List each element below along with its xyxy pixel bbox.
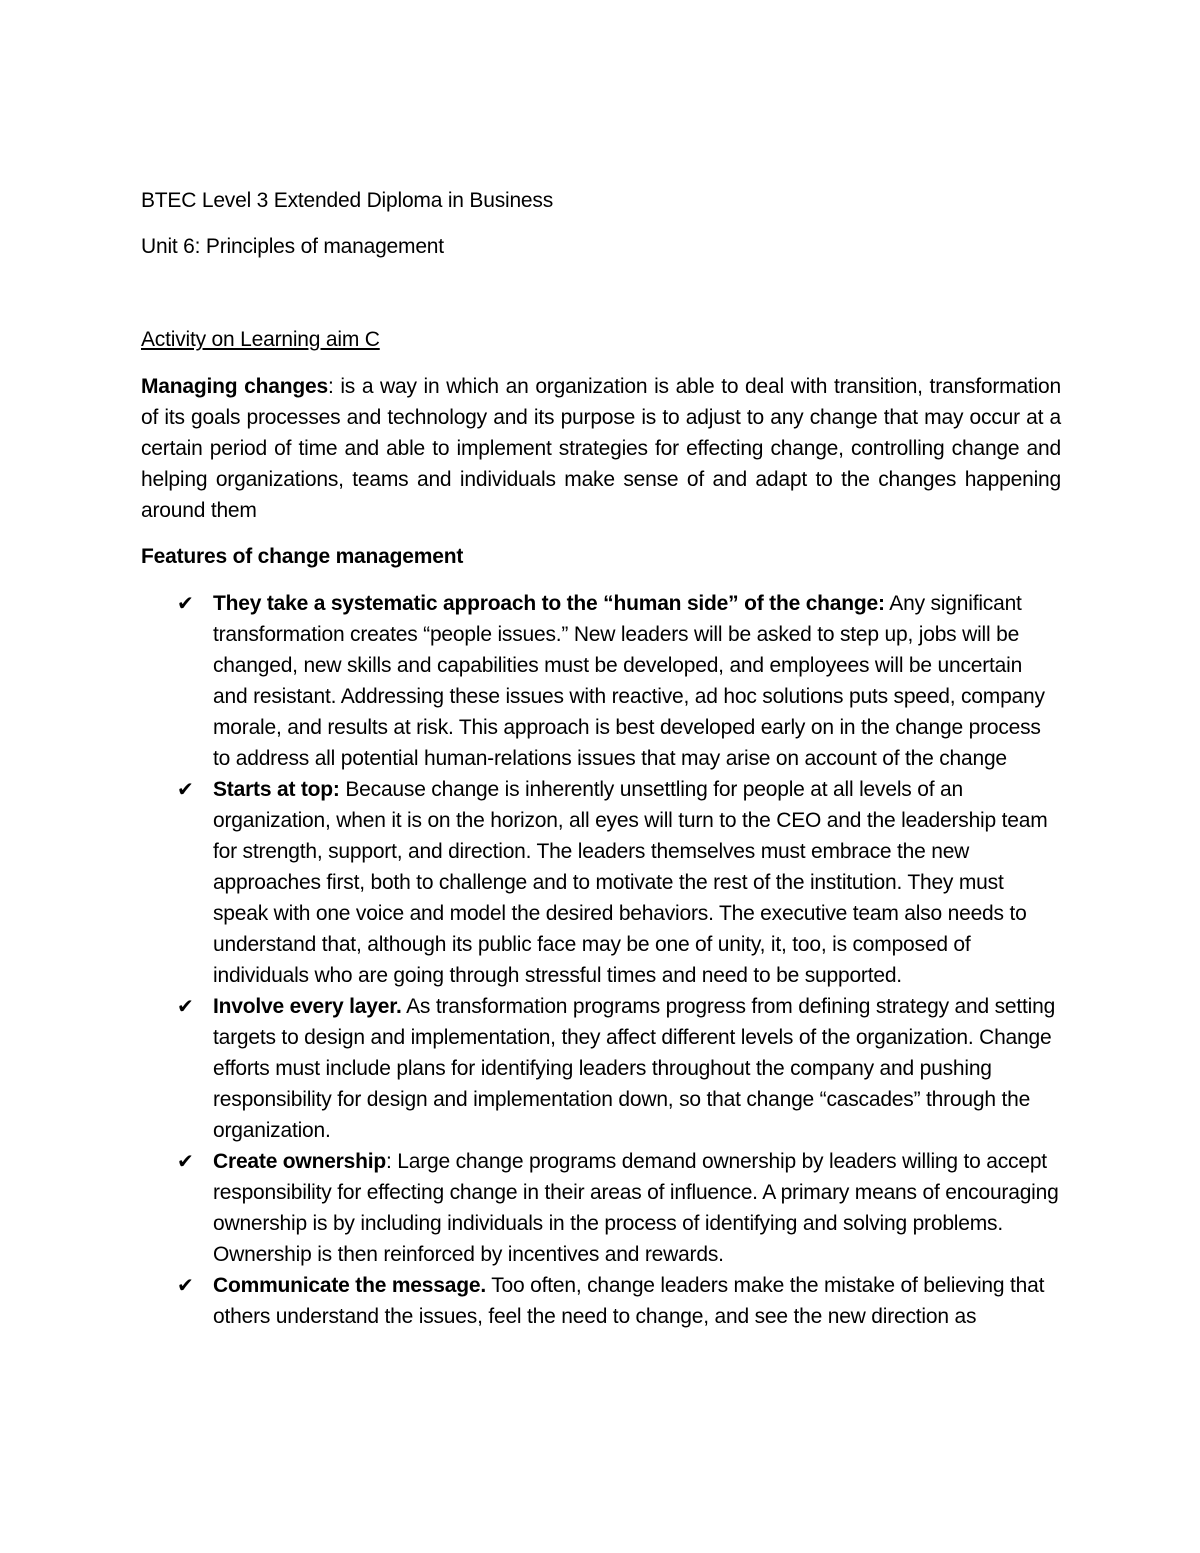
feature-item [141,991,1061,1146]
intro-separator: : [327,375,341,398]
qualification-title: BTEC Level 3 Extended Diploma in Business [141,189,554,212]
intro-text: is a way in which an organization is able to deal with transition, transformation of its goals processes and technology and its purpose is to adjust to any change that may occur at a certain period of time and able to implement strategies for effecting change, controlling change and helping organizations, teams and individuals make sense of and adapt to the changes happening around them [141,375,1061,522]
feature-text: As transformation programs progress from defining strategy and setting targets to design and implementation, they affect different levels of the organization. Change efforts must include plans for identifying leaders throughout the company and pushing responsibility for design and implementation down, so that change “cascades” through the organization. [213,995,1056,1142]
feature-text: Because change is inherently unsettling for people at all levels of an organization, when it is on the horizon, all eyes will turn to the CEO and the leadership team for strength, support, and direction. The leaders themselves must embrace the new approaches first, both to challenge and to motivate the rest of the institution. They must speak with one voice and model the desired behaviors. The executive team also needs to understand that, although its public face may be one of unity, it, too, is composed of individuals who are going through stressful times and need to be supported. [213,778,1048,987]
feature-text: : Large change programs demand ownership by leaders willing to accept responsibility for effecting change in their areas of influence. A primary means of encouraging ownership is by including individuals in the process of identifying and solving problems. Ownership is then reinforced by incentives and rewards. [213,1150,1059,1266]
features-heading: Features of change management [141,545,464,568]
check-mark-icon: ✔ [177,777,194,801]
intro-term: Managing changes [141,375,328,398]
feature-item [141,774,1061,991]
feature-title: Starts at top: [213,778,340,801]
unit-title: Unit 6: Principles of management [141,235,444,258]
activity-heading: Activity on Learning aim C [141,328,380,351]
feature-title: Involve every layer. [213,995,402,1018]
intro-paragraph [141,371,1061,526]
feature-title: They take a systematic approach to the “human side” of the change: [213,592,885,615]
feature-item [141,1270,1061,1332]
feature-title: Create ownership [213,1150,387,1173]
feature-text: Too often, change leaders make the mistake of believing that others understand the issues, feel the need to change, and see the new direction as [213,1274,1045,1328]
features-list [141,588,1061,1332]
feature-title: Communicate the message. [213,1274,486,1297]
feature-item [141,1146,1061,1270]
check-mark-icon: ✔ [177,994,194,1018]
check-mark-icon: ✔ [177,1149,194,1173]
feature-item [141,588,1061,774]
check-mark-icon: ✔ [177,591,194,615]
feature-text: Any significant transformation creates “people issues.” New leaders will be asked to step up, jobs will be changed, new skills and capabilities must be developed, and employees will be uncertain and resistant. Addressing these issues with reactive, ad hoc solutions puts speed, company morale, and results at risk. This approach is best developed early on in the change process to address all potential human-relations issues that may arise on account of the change [213,592,1045,770]
check-mark-icon: ✔ [177,1273,194,1297]
document-page [141,186,1061,1332]
